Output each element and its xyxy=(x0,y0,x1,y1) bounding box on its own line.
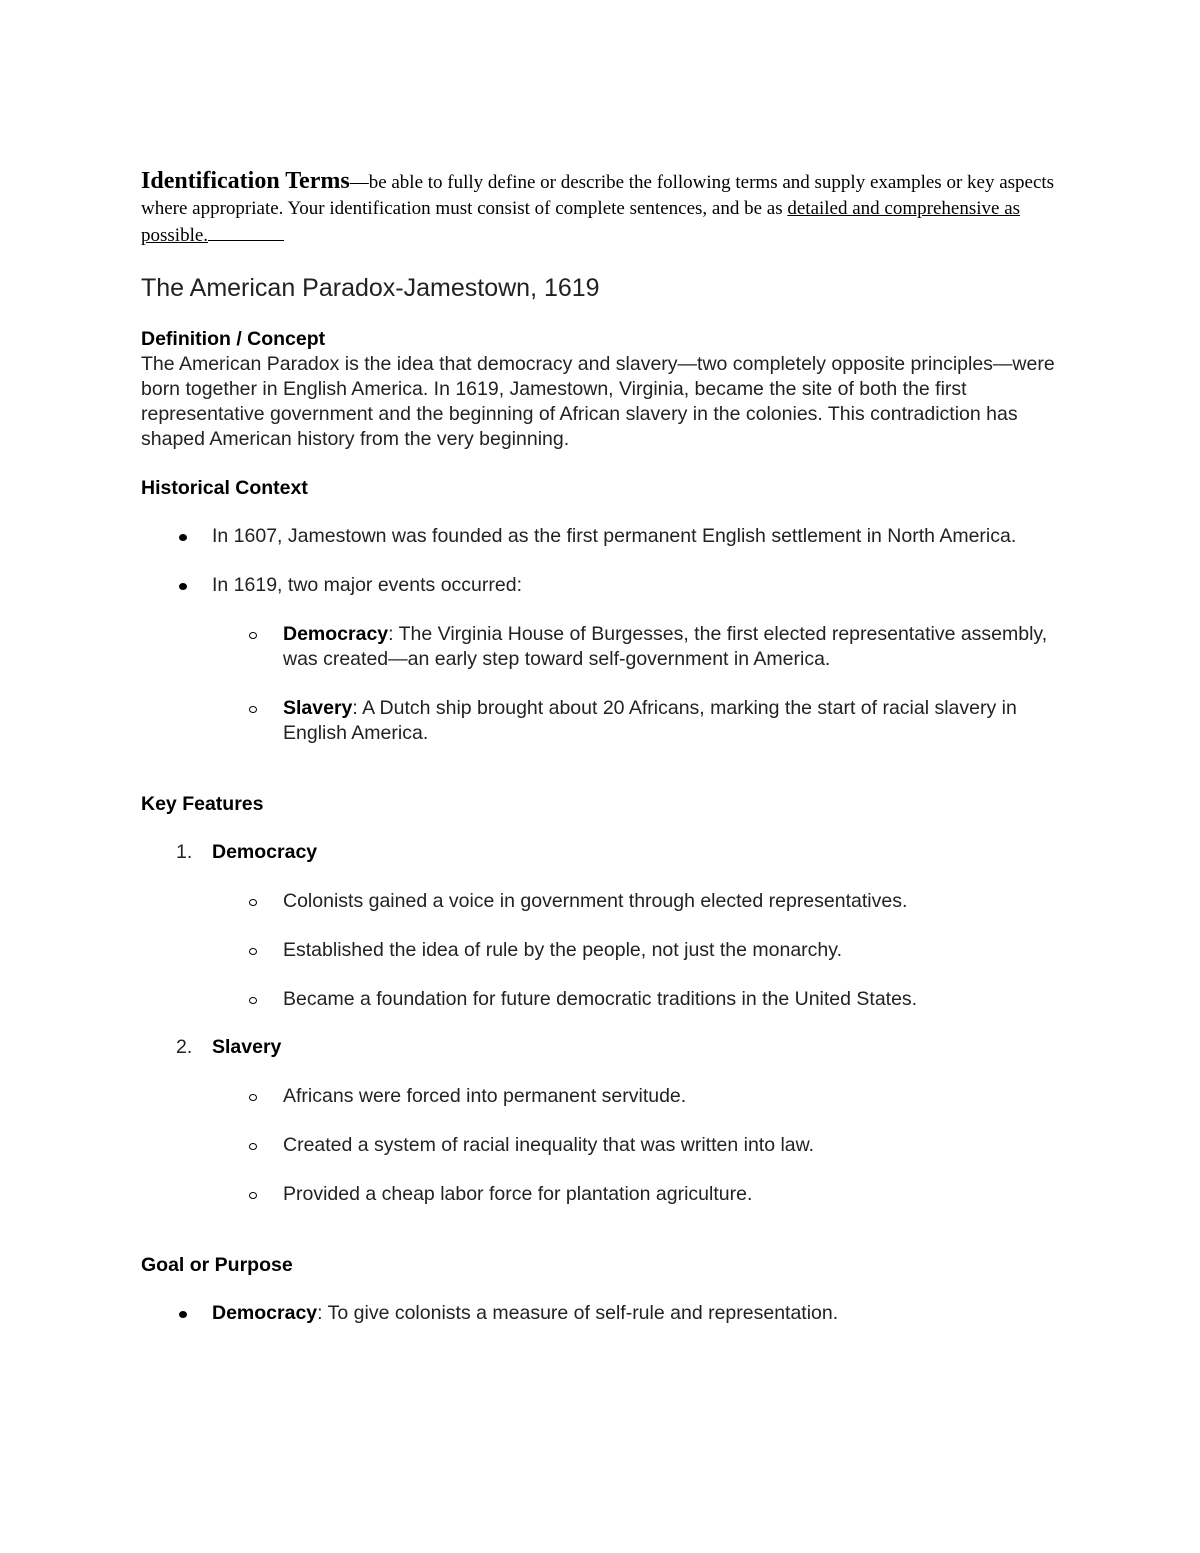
context-item-2-text: In 1619, two major events occurred: xyxy=(212,574,522,596)
context-sub2-label: Slavery xyxy=(283,697,353,719)
spacer xyxy=(141,1207,1071,1231)
point-text: Provided a cheap labor force for plantation agriculture. xyxy=(283,1183,753,1205)
bullet-dot-icon xyxy=(179,583,187,590)
features-list xyxy=(141,840,1071,1207)
definition-heading: Definition / Concept xyxy=(141,328,326,350)
list-item xyxy=(212,889,1071,914)
context-sub2-text: : A Dutch ship brought about 20 Africans, marking the start of racial slavery in English America. xyxy=(283,697,1017,744)
context-item-1-text: In 1607, Jamestown was founded as the first permanent English settlement in North America. xyxy=(212,525,1017,547)
list-item xyxy=(212,1182,1071,1207)
features-item-slavery xyxy=(141,1035,1071,1207)
intro-paragraph xyxy=(141,168,1071,249)
intro-text: —be able to fully define or describe the following terms and supply examples or key aspects where appropriate. Your identification must consist of complete sentences, and be as xyxy=(141,172,1055,219)
features-democracy-points xyxy=(212,889,1071,1012)
spacer xyxy=(141,746,1071,770)
context-sub1-text: : The Virginia House of Burgesses, the first elected representative assembly, was created—an early step toward self-government in America. xyxy=(283,623,1048,670)
document-page xyxy=(141,168,1071,1326)
features-item-1-label: Democracy xyxy=(212,841,318,863)
bullet-circle-icon xyxy=(249,997,257,1004)
page-title: The American Paradox-Jamestown, 1619 xyxy=(141,274,600,302)
definition-text: The American Paradox is the idea that democracy and slavery—two completely opposite principles—were born together in English America. In 1619, Jamestown, Virginia, became the site of both the first representative government and the beginning of African slavery in the colonies. This contradiction has shaped American history from the very beginning. xyxy=(141,353,1055,450)
list-item xyxy=(212,1084,1071,1109)
point-text: Colonists gained a voice in government through elected representatives. xyxy=(283,890,908,912)
goal-heading: Goal or Purpose xyxy=(141,1254,293,1276)
point-text: Created a system of racial inequality that was written into law. xyxy=(283,1134,815,1156)
point-text: Established the idea of rule by the people, not just the monarchy. xyxy=(283,939,842,961)
bullet-dot-icon xyxy=(179,534,187,541)
point-text: Africans were forced into permanent servitude. xyxy=(283,1085,687,1107)
bullet-dot-icon xyxy=(179,1311,187,1318)
underline-tail xyxy=(208,222,284,241)
list-item xyxy=(212,938,1071,963)
context-sub-item-slavery xyxy=(212,696,1071,746)
bullet-circle-icon xyxy=(249,948,257,955)
intro-underlined: detailed and comprehensive as possible. xyxy=(141,198,1021,246)
context-sub1-label: Democracy xyxy=(283,623,389,645)
goal-item-1-text: : To give colonists a measure of self-rule and representation. xyxy=(317,1302,839,1324)
context-sub-item-democracy xyxy=(212,622,1071,672)
goal-list xyxy=(141,1301,1071,1326)
goal-item-democracy xyxy=(141,1301,1071,1326)
bullet-circle-icon xyxy=(249,1094,257,1101)
number-marker: 2. xyxy=(176,1036,193,1058)
features-heading: Key Features xyxy=(141,793,264,815)
context-list xyxy=(141,524,1071,746)
features-slavery-points xyxy=(212,1084,1071,1207)
number-marker: 1. xyxy=(176,841,193,863)
bullet-circle-icon xyxy=(249,706,257,713)
bullet-circle-icon xyxy=(249,1192,257,1199)
context-item-2 xyxy=(141,573,1071,746)
context-item-1 xyxy=(141,524,1071,549)
point-text: Became a foundation for future democratic traditions in the United States. xyxy=(283,988,918,1010)
context-sublist xyxy=(212,622,1071,746)
bullet-circle-icon xyxy=(249,899,257,906)
bullet-circle-icon xyxy=(249,1143,257,1150)
list-item xyxy=(212,987,1071,1012)
bullet-circle-icon xyxy=(249,632,257,639)
goal-item-1-label: Democracy xyxy=(212,1302,318,1324)
list-item xyxy=(212,1133,1071,1158)
intro-lead: Identification Terms xyxy=(141,168,350,194)
features-item-democracy xyxy=(141,840,1071,1012)
context-heading: Historical Context xyxy=(141,477,308,499)
features-item-2-label: Slavery xyxy=(212,1036,282,1058)
